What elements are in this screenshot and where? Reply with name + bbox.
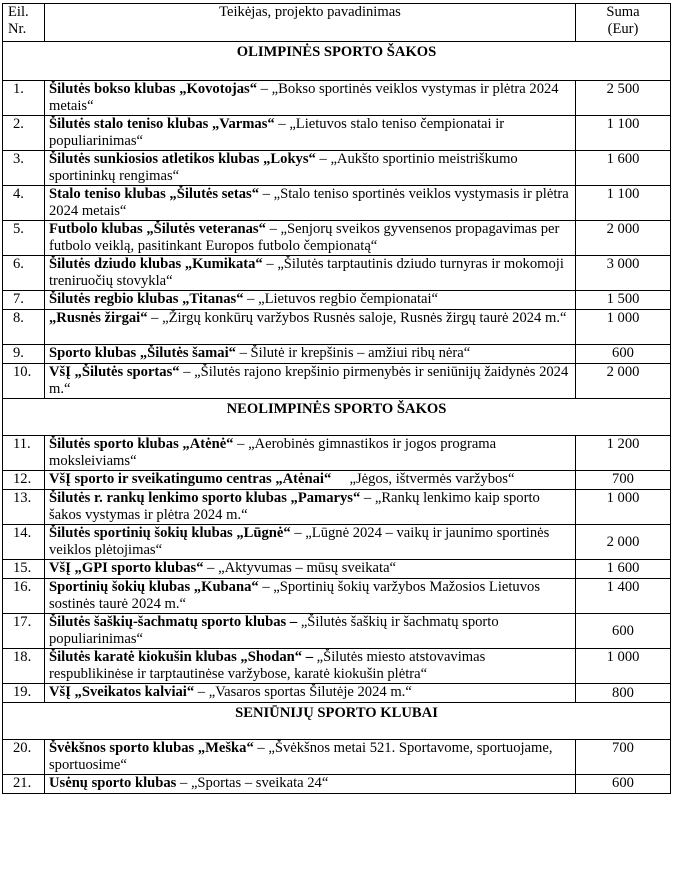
table-row: 10. VšĮ „Šilutės sportas“ – „Šilutės rajono krepšinio pirmenybės ir seniūnijų žaidynės 2024 m.“ 2 000 bbox=[3, 364, 671, 399]
header-description: Teikėjas, projekto pavadinimas bbox=[45, 4, 576, 42]
table-row: 13. Šilutės r. rankų lenkimo sporto klubas „Pamarys“ – „Rankų lenkimo kaip sporto šakos vystymas ir plėtra 2024 m.“ 1 000 bbox=[3, 490, 671, 525]
table-row: 4. Stalo teniso klubas „Šilutės setas“ – „Stalo teniso sportinės veiklos vystymasis ir plėtra 2024 metais“ 1 100 bbox=[3, 186, 671, 221]
table-header bbox=[3, 4, 671, 42]
funding-table bbox=[2, 3, 671, 794]
table-row: 16. Sportinių šokių klubas „Kubana“ – „Sportinių šokių varžybos Mažosios Lietuvos sostinės taurė 2024 m.“ 1 400 bbox=[3, 579, 671, 614]
table-row: 9. Sporto klubas „Šilutės šamai“ – Šilutė ir krepšinis – amžiui ribų nėra“ 600 bbox=[3, 345, 671, 364]
table-row: 20. Švėkšnos sporto klubas „Meška“ – „Švėkšnos metai 521. Sportavome, sportuojame, sportuosime“ 700 bbox=[3, 740, 671, 775]
table-row: 6. Šilutės dziudo klubas „Kumikata“ – „Šilutės tarptautinis dziudo turnyras ir mokomoji treniruočių stovykla“ 3 000 bbox=[3, 256, 671, 291]
table-row: 19. VšĮ „Sveikatos kalviai“ – „Vasaros sportas Šilutėje 2024 m.“ 800 bbox=[3, 684, 671, 703]
table-row: 18. Šilutės karatė kiokušin klubas „Shodan“ – „Šilutės miesto atstovavimas respublikinėse ir tarptautinėse varžybose, karatė kiokušin plėtra“ 1 000 bbox=[3, 649, 671, 684]
table-row: 12. VšĮ sporto ir sveikatingumo centras „Atėnai“ „Jėgos, ištvermės varžybos“ 700 bbox=[3, 471, 671, 490]
section-heading: NEOLIMPINĖS SPORTO ŠAKOS bbox=[3, 399, 671, 436]
table-row: 17. Šilutės šaškių-šachmatų sporto klubas – „Šilutės šaškių ir šachmatų sporto populiarinimas“ 600 bbox=[3, 614, 671, 649]
table-row: 21. Usėnų sporto klubas – „Sportas – sveikata 24“ 600 bbox=[3, 775, 671, 794]
table-row: 8. „Rusnės žirgai“ – „Žirgų konkūrų varžybos Rusnės saloje, Rusnės žirgų taurė 2024 m.“ 1 000 bbox=[3, 310, 671, 345]
table-row: 5. Futbolo klubas „Šilutės veteranas“ – „Senjorų sveikos gyvensenos propagavimas per futbolo veiklą, pasitinkant Europos futbolo čempionatą“ 2 000 bbox=[3, 221, 671, 256]
table-row: 14. Šilutės sportinių šokių klubas „Lūgnė“ – „Lūgnė 2024 – vaikų ir jaunimo sportinės veiklos plėtojimas“ 2 000 bbox=[3, 525, 671, 560]
header-sum: Suma (Eur) bbox=[576, 4, 671, 42]
header-nr: Eil. Nr. bbox=[3, 4, 45, 42]
table-row: 7. Šilutės regbio klubas „Titanas“ – „Lietuvos regbio čempionatai“ 1 500 bbox=[3, 291, 671, 310]
table-row: 15. VšĮ „GPI sporto klubas“ – „Aktyvumas – mūsų sveikata“ 1 600 bbox=[3, 560, 671, 579]
table-row: 2. Šilutės stalo teniso klubas „Varmas“ – „Lietuvos stalo teniso čempionatai ir populiarinimas“ 1 100 bbox=[3, 116, 671, 151]
section-heading: SENIŪNIJŲ SPORTO KLUBAI bbox=[3, 703, 671, 740]
table-row: 1. Šilutės bokso klubas „Kovotojas“ – „Bokso sportinės veiklos vystymas ir plėtra 2024 metais“ 2 500 bbox=[3, 81, 671, 116]
table-row: 3. Šilutės sunkiosios atletikos klubas „Lokys“ – „Aukšto sportinio meistriškumo sportininkų rengimas“ 1 600 bbox=[3, 151, 671, 186]
table-row: 11. Šilutės sporto klubas „Atėnė“ – „Aerobinės gimnastikos ir jogos programa moksleiviams“ 1 200 bbox=[3, 436, 671, 471]
section-heading: OLIMPINĖS SPORTO ŠAKOS bbox=[3, 42, 671, 81]
